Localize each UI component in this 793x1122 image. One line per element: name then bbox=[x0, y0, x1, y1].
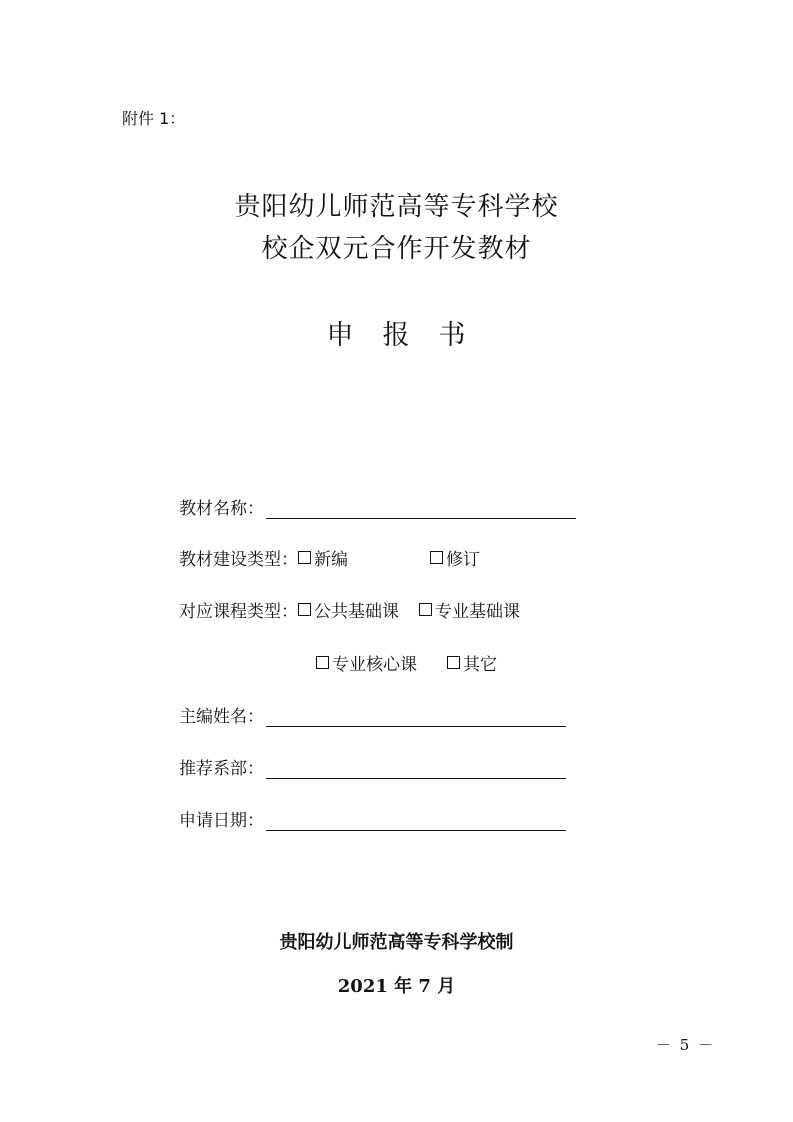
checkbox-icon[interactable] bbox=[430, 551, 443, 564]
textbook-name-row bbox=[179, 494, 576, 519]
course-major-core-label: 专业核心课 bbox=[332, 655, 417, 675]
textbook-name-field[interactable] bbox=[266, 498, 576, 519]
build-new-option[interactable] bbox=[298, 545, 348, 570]
course-type-label: 对应课程类型： bbox=[179, 602, 298, 622]
textbook-name-label: 教材名称： bbox=[179, 499, 264, 519]
checkbox-icon[interactable] bbox=[298, 603, 311, 616]
title-char-1: 申 bbox=[326, 320, 355, 351]
apply-date-label: 申请日期： bbox=[179, 811, 264, 831]
recommend-dept-field[interactable] bbox=[266, 758, 566, 779]
course-major-core-option[interactable] bbox=[316, 650, 417, 675]
attachment-label: 附件 1： bbox=[122, 109, 186, 128]
build-new-label: 新编 bbox=[314, 550, 348, 570]
title-school: 贵阳幼儿师范高等专科学校 bbox=[234, 192, 559, 222]
course-major-basic-option[interactable] bbox=[419, 597, 520, 622]
chief-editor-row bbox=[179, 702, 566, 727]
build-revise-option[interactable] bbox=[430, 545, 480, 570]
chief-editor-field[interactable] bbox=[266, 706, 566, 727]
build-type-label: 教材建设类型： bbox=[179, 550, 298, 570]
footer-organization: 贵阳幼儿师范高等专科学校制 bbox=[279, 932, 514, 953]
page-number: － 5 － bbox=[656, 1036, 716, 1054]
checkbox-icon[interactable] bbox=[447, 656, 460, 669]
course-public-option[interactable] bbox=[298, 597, 399, 622]
build-type-row bbox=[179, 545, 480, 570]
title-application bbox=[0, 313, 793, 352]
title-char-2: 报 bbox=[382, 320, 411, 351]
apply-date-row bbox=[179, 806, 566, 831]
footer-date: 2021 年 7 月 bbox=[337, 976, 456, 997]
checkbox-icon[interactable] bbox=[419, 603, 432, 616]
course-type-row bbox=[179, 597, 520, 622]
recommend-dept-label: 推荐系部： bbox=[179, 759, 264, 779]
course-major-basic-label: 专业基础课 bbox=[435, 602, 520, 622]
course-other-label: 其它 bbox=[463, 655, 497, 675]
checkbox-icon[interactable] bbox=[316, 656, 329, 669]
checkbox-icon[interactable] bbox=[298, 551, 311, 564]
chief-editor-label: 主编姓名： bbox=[179, 707, 264, 727]
course-type-row-2 bbox=[316, 650, 497, 675]
course-other-option[interactable] bbox=[447, 650, 497, 675]
recommend-dept-row bbox=[179, 754, 566, 779]
title-program: 校企双元合作开发教材 bbox=[261, 234, 532, 264]
course-public-label: 公共基础课 bbox=[314, 602, 399, 622]
apply-date-field[interactable] bbox=[266, 810, 566, 831]
build-revise-label: 修订 bbox=[446, 550, 480, 570]
title-char-3: 书 bbox=[438, 320, 467, 351]
